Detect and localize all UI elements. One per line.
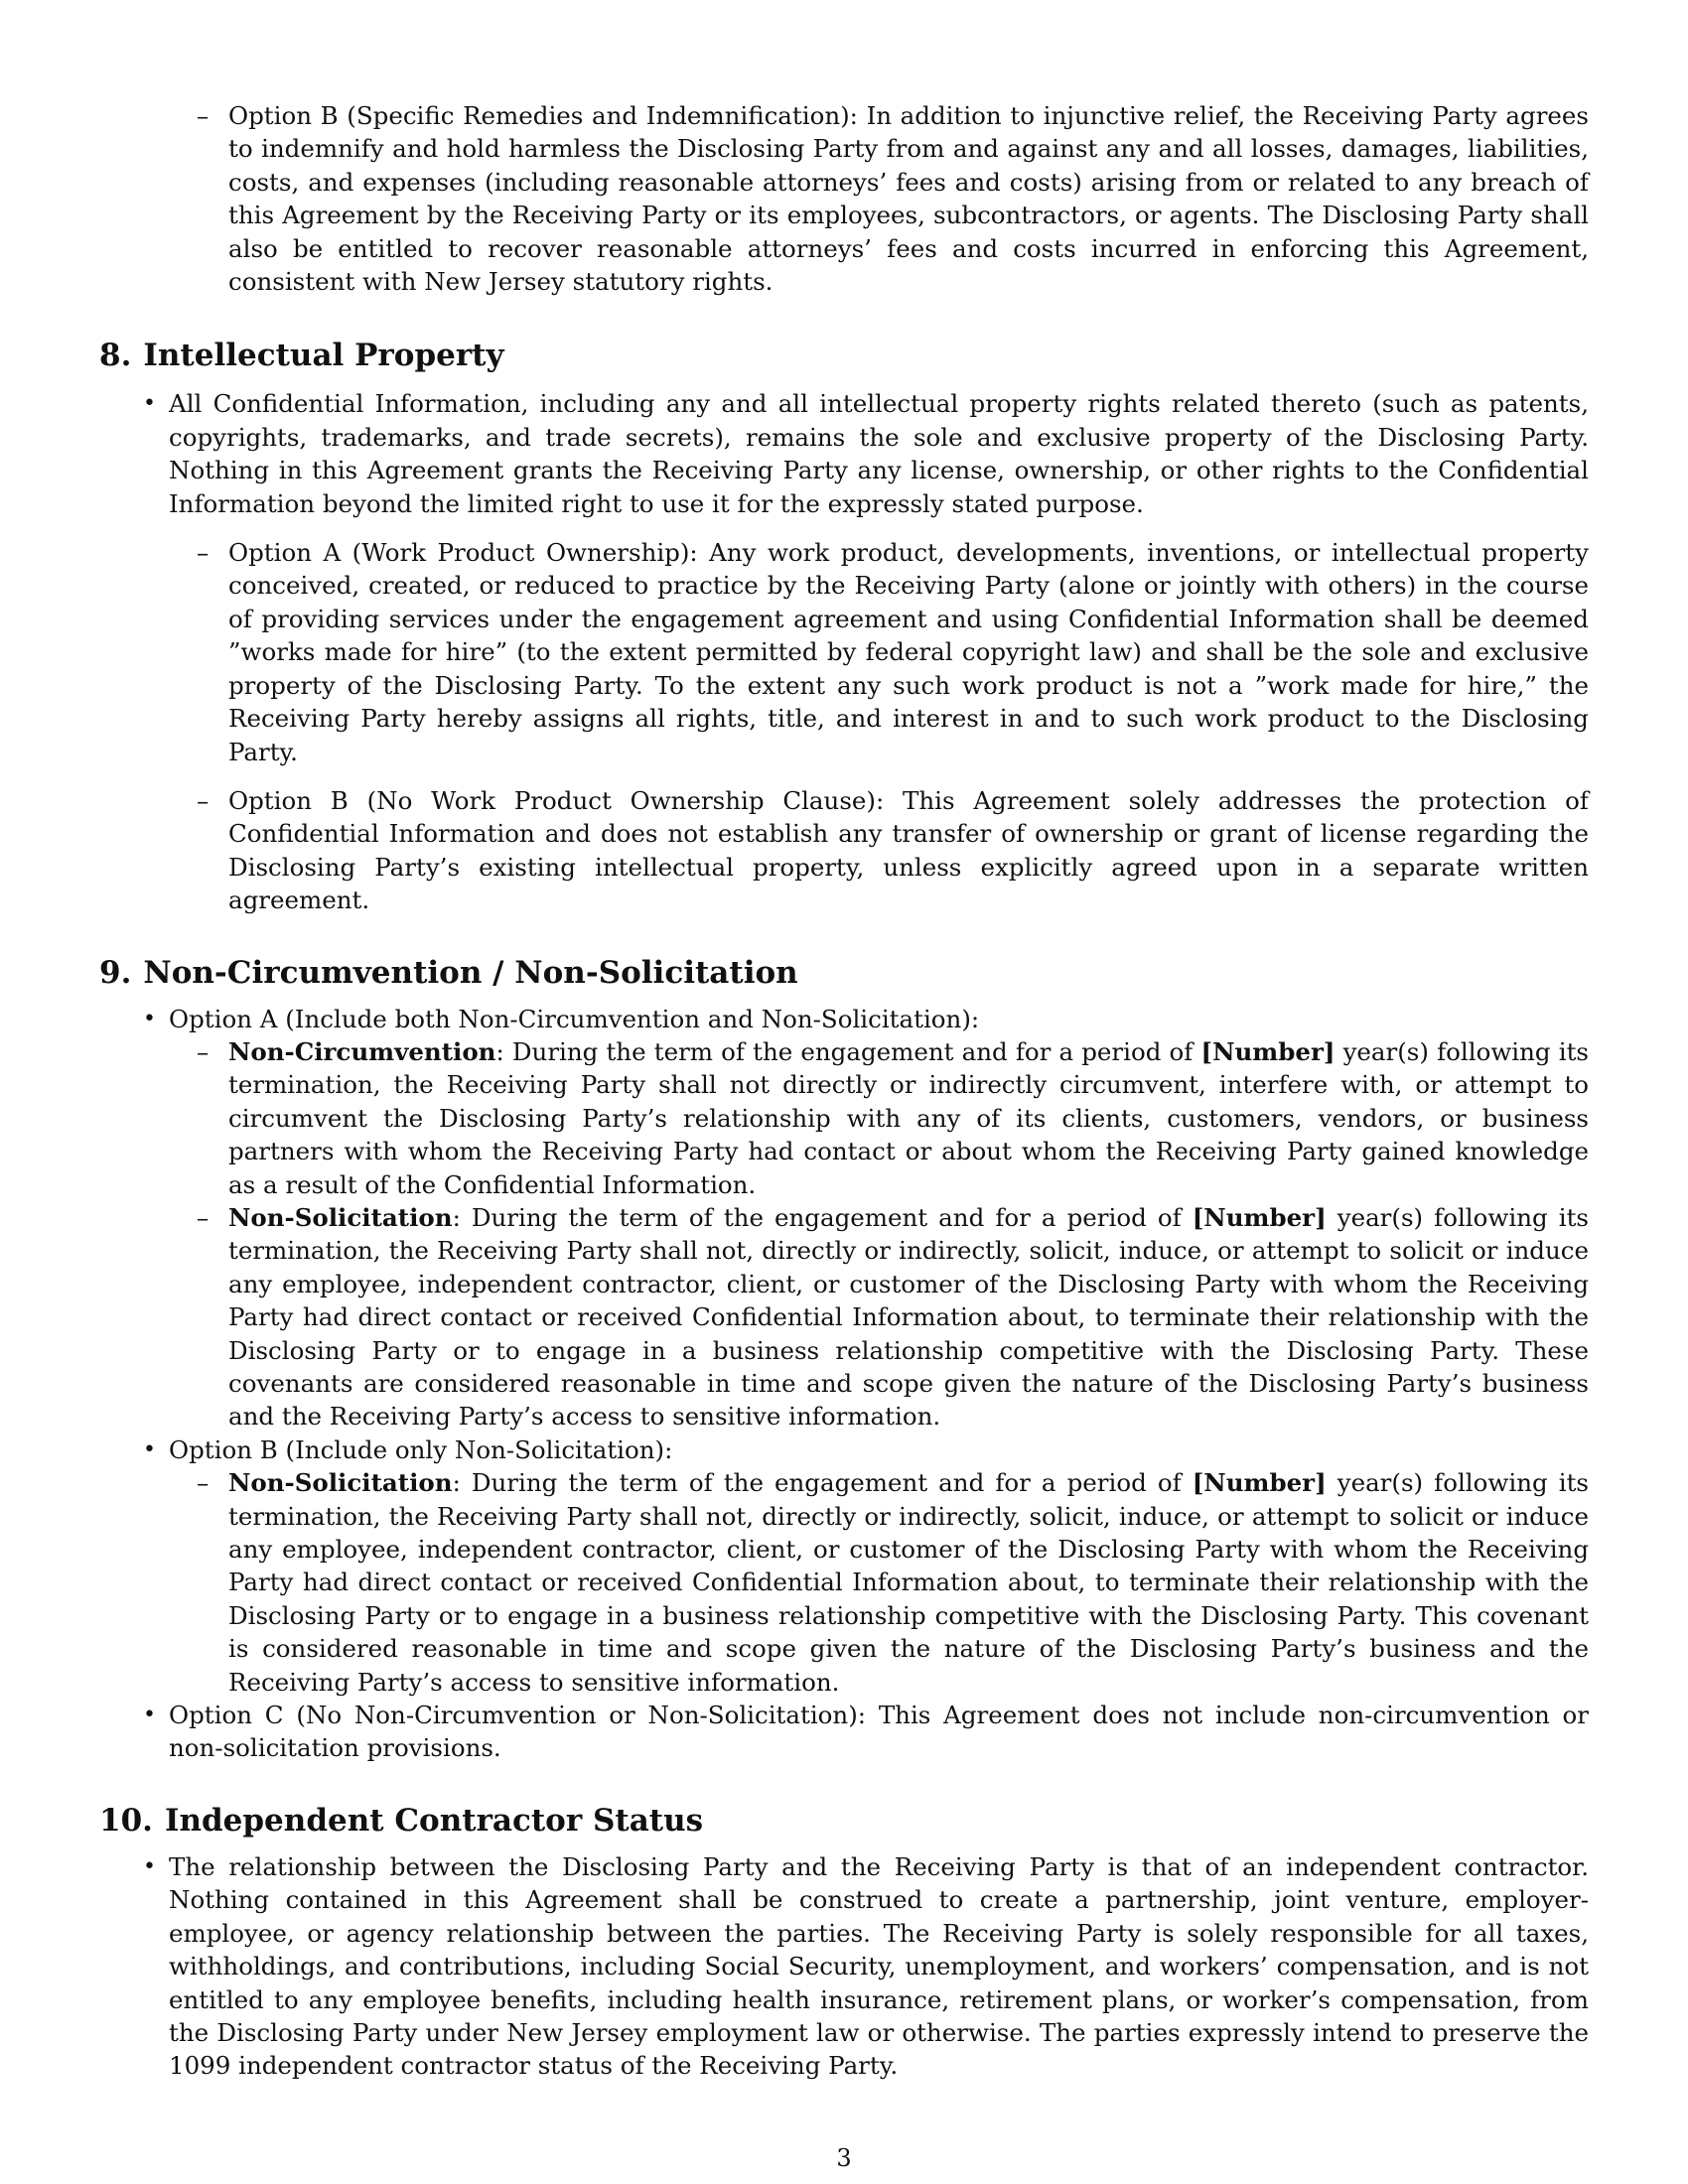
section8-heading (99, 336, 1589, 375)
dash-marker: – (197, 1036, 210, 1066)
clause-text: year(s) following its termination, the Receiving Party shall not, directly or indirectly, solicit, induce, or attempt to solicit or induce any employee, independent contractor, client, or customer of the Disclosing Party with whom the Receiving Party had direct contact or received Confidential Information about, to terminate their relationship with the Disclosing Party or to engage in a business relationship competitive with the Disclosing Party. This covenant is considered reasonable in time and scope given the nature of the Disclosing Party’s business and the Receiving Party’s access to sensitive information. (228, 1468, 1589, 1697)
section8-option-a (197, 536, 1589, 768)
section9-heading (99, 953, 1589, 993)
bullet-marker: • (143, 1703, 156, 1728)
section8-number: 8. (99, 338, 132, 374)
section9-option-a (143, 1003, 1589, 1035)
section10-heading (99, 1801, 1589, 1841)
section8-option-b-text: Option B (No Work Product Ownership Clause): This Agreement solely addresses the protection of Confidential Information and does not establish any transfer of ownership or grant of license regarding the Disclosing Party’s existing intellectual property, unless explicitly agreed upon in a separate written agreement. (228, 785, 1589, 915)
section8-title: Intellectual Property (143, 338, 504, 374)
number-placeholder: [Number] (1200, 1036, 1336, 1066)
section9-number: 9. (99, 954, 132, 991)
section8-main-text: All Confidential Information, including any and all intellectual property rights related thereto (such as patents, copyrights, trademarks, and trade secrets), remains the sole and exclusive property of the Disclosing Party. Nothing in this Agreement grants the Receiving Party any license, ownership, or other rights to the Confidential Information beyond the limited right to use it for the expressly stated purpose. (169, 389, 1589, 518)
clause-text: year(s) following its termination, the Receiving Party shall not, directly or indirectly, solicit, induce, or attempt to solicit or induce any employee, independent contractor, client, or customer of the Disclosing Party with whom the Receiving Party had direct contact or received Confidential Information about, to terminate their relationship with the Disclosing Party or to engage in a business relationship competitive with the Disclosing Party. These covenants are considered reasonable in time and scope given the nature of the Disclosing Party’s business and the Receiving Party’s access to sensitive information. (228, 1202, 1589, 1432)
section9-option-b-text: Option B (Include only Non-Solicitation): (169, 1434, 673, 1464)
clause-text: : During the term of the engagement and for a period of (495, 1036, 1201, 1066)
bullet-marker: • (143, 391, 156, 417)
dash-marker: – (197, 1202, 210, 1232)
section9-title: Non-Circumvention / Non-Solicitation (143, 954, 798, 991)
bullet-marker: • (143, 1006, 156, 1031)
section9-option-a-text: Option A (Include both Non-Circumvention and Non-Solicitation): (169, 1004, 980, 1033)
dash-marker: – (197, 1468, 210, 1498)
section9-option-c-text: Option C (No Non-Circumvention or Non-Solicitation): This Agreement does not include non-circumvention or non-solicitation provisions. (169, 1701, 1589, 1763)
section9-option-a-non-solicitation (197, 1201, 1589, 1433)
bullet-marker: • (143, 1436, 156, 1462)
section8-main (143, 387, 1589, 520)
document-page (99, 99, 1589, 2083)
section8-option-b (197, 784, 1589, 917)
section7-option-b-text: Option B (Specific Remedies and Indemnification): In addition to injunctive relief, the Receiving Party agrees to indemnify and hold harmless the Disclosing Party from and against any and all losses, damages, liabilities, costs, and expenses (including reasonable attorneys’ fees and costs) arising from or related to any breach of this Agreement by the Receiving Party or its employees, subcontractors, or agents. The Disclosing Party shall also be entitled to recover reasonable attorneys’ fees and costs incurred in enforcing this Agreement, consistent with New Jersey statutory rights. (228, 101, 1589, 297)
clause-text: year(s) following its termination, the Receiving Party shall not directly or indirectly circumvent, interfere with, or attempt to circumvent the Disclosing Party’s relationship with any of its clients, customers, vendors, or business partners with whom the Receiving Party had contact or about whom the Receiving Party gained knowledge as a result of the Confidential Information. (228, 1036, 1589, 1199)
section9-option-c (143, 1699, 1589, 1765)
dash-marker: – (197, 538, 210, 568)
non-circumvention-label: Non-Circumvention (228, 1036, 496, 1066)
bullet-marker: • (143, 1853, 156, 1879)
section10-title: Independent Contractor Status (164, 1802, 704, 1839)
section7-option-b (197, 99, 1589, 298)
clause-text: : During the term of the engagement and for a period of (452, 1468, 1193, 1498)
number-placeholder: [Number] (1192, 1202, 1327, 1232)
page-number: 3 (836, 2144, 852, 2172)
non-solicitation-label: Non-Solicitation (228, 1468, 453, 1498)
section9-option-b (143, 1433, 1589, 1466)
clause-text: : During the term of the engagement and for a period of (452, 1202, 1193, 1232)
section8-option-a-text: Option A (Work Product Ownership): Any work product, developments, inventions, or intellectual property conceived, created, or reduced to practice by the Receiving Party (alone or jointly with others) in the course of providing services under the engagement agreement and using Confidential Information shall be deemed ”works made for hire” (to the extent permitted by federal copyright law) and shall be the sole and exclusive property of the Disclosing Party. To the extent any such work product is not a ”work made for hire,” the Receiving Party hereby assigns all rights, title, and interest in and to such work product to the Disclosing Party. (228, 538, 1589, 766)
section10-number: 10. (99, 1802, 153, 1839)
section10-main-text: The relationship between the Disclosing Party and the Receiving Party is that of an independent contractor. Nothing contained in this Agreement shall be construed to create a partnership, joint venture, employer-employee, or agency relationship between the parties. The Receiving Party is solely responsible for all taxes, withholdings, and contributions, including Social Security, unemployment, and workers’ compensation, and is not entitled to any employee benefits, including health insurance, retirement plans, or worker’s compensation, from the Disclosing Party under New Jersey employment law or otherwise. The parties expressly intend to preserve the 1099 independent contractor status of the Receiving Party. (169, 1851, 1589, 2081)
dash-marker: – (197, 101, 210, 130)
section9-option-a-non-circumvention (197, 1035, 1589, 1201)
number-placeholder: [Number] (1192, 1468, 1327, 1498)
non-solicitation-label: Non-Solicitation (228, 1202, 453, 1232)
section10-main (143, 1850, 1589, 2083)
section9-option-b-non-solicitation (197, 1466, 1589, 1699)
dash-marker: – (197, 785, 210, 815)
